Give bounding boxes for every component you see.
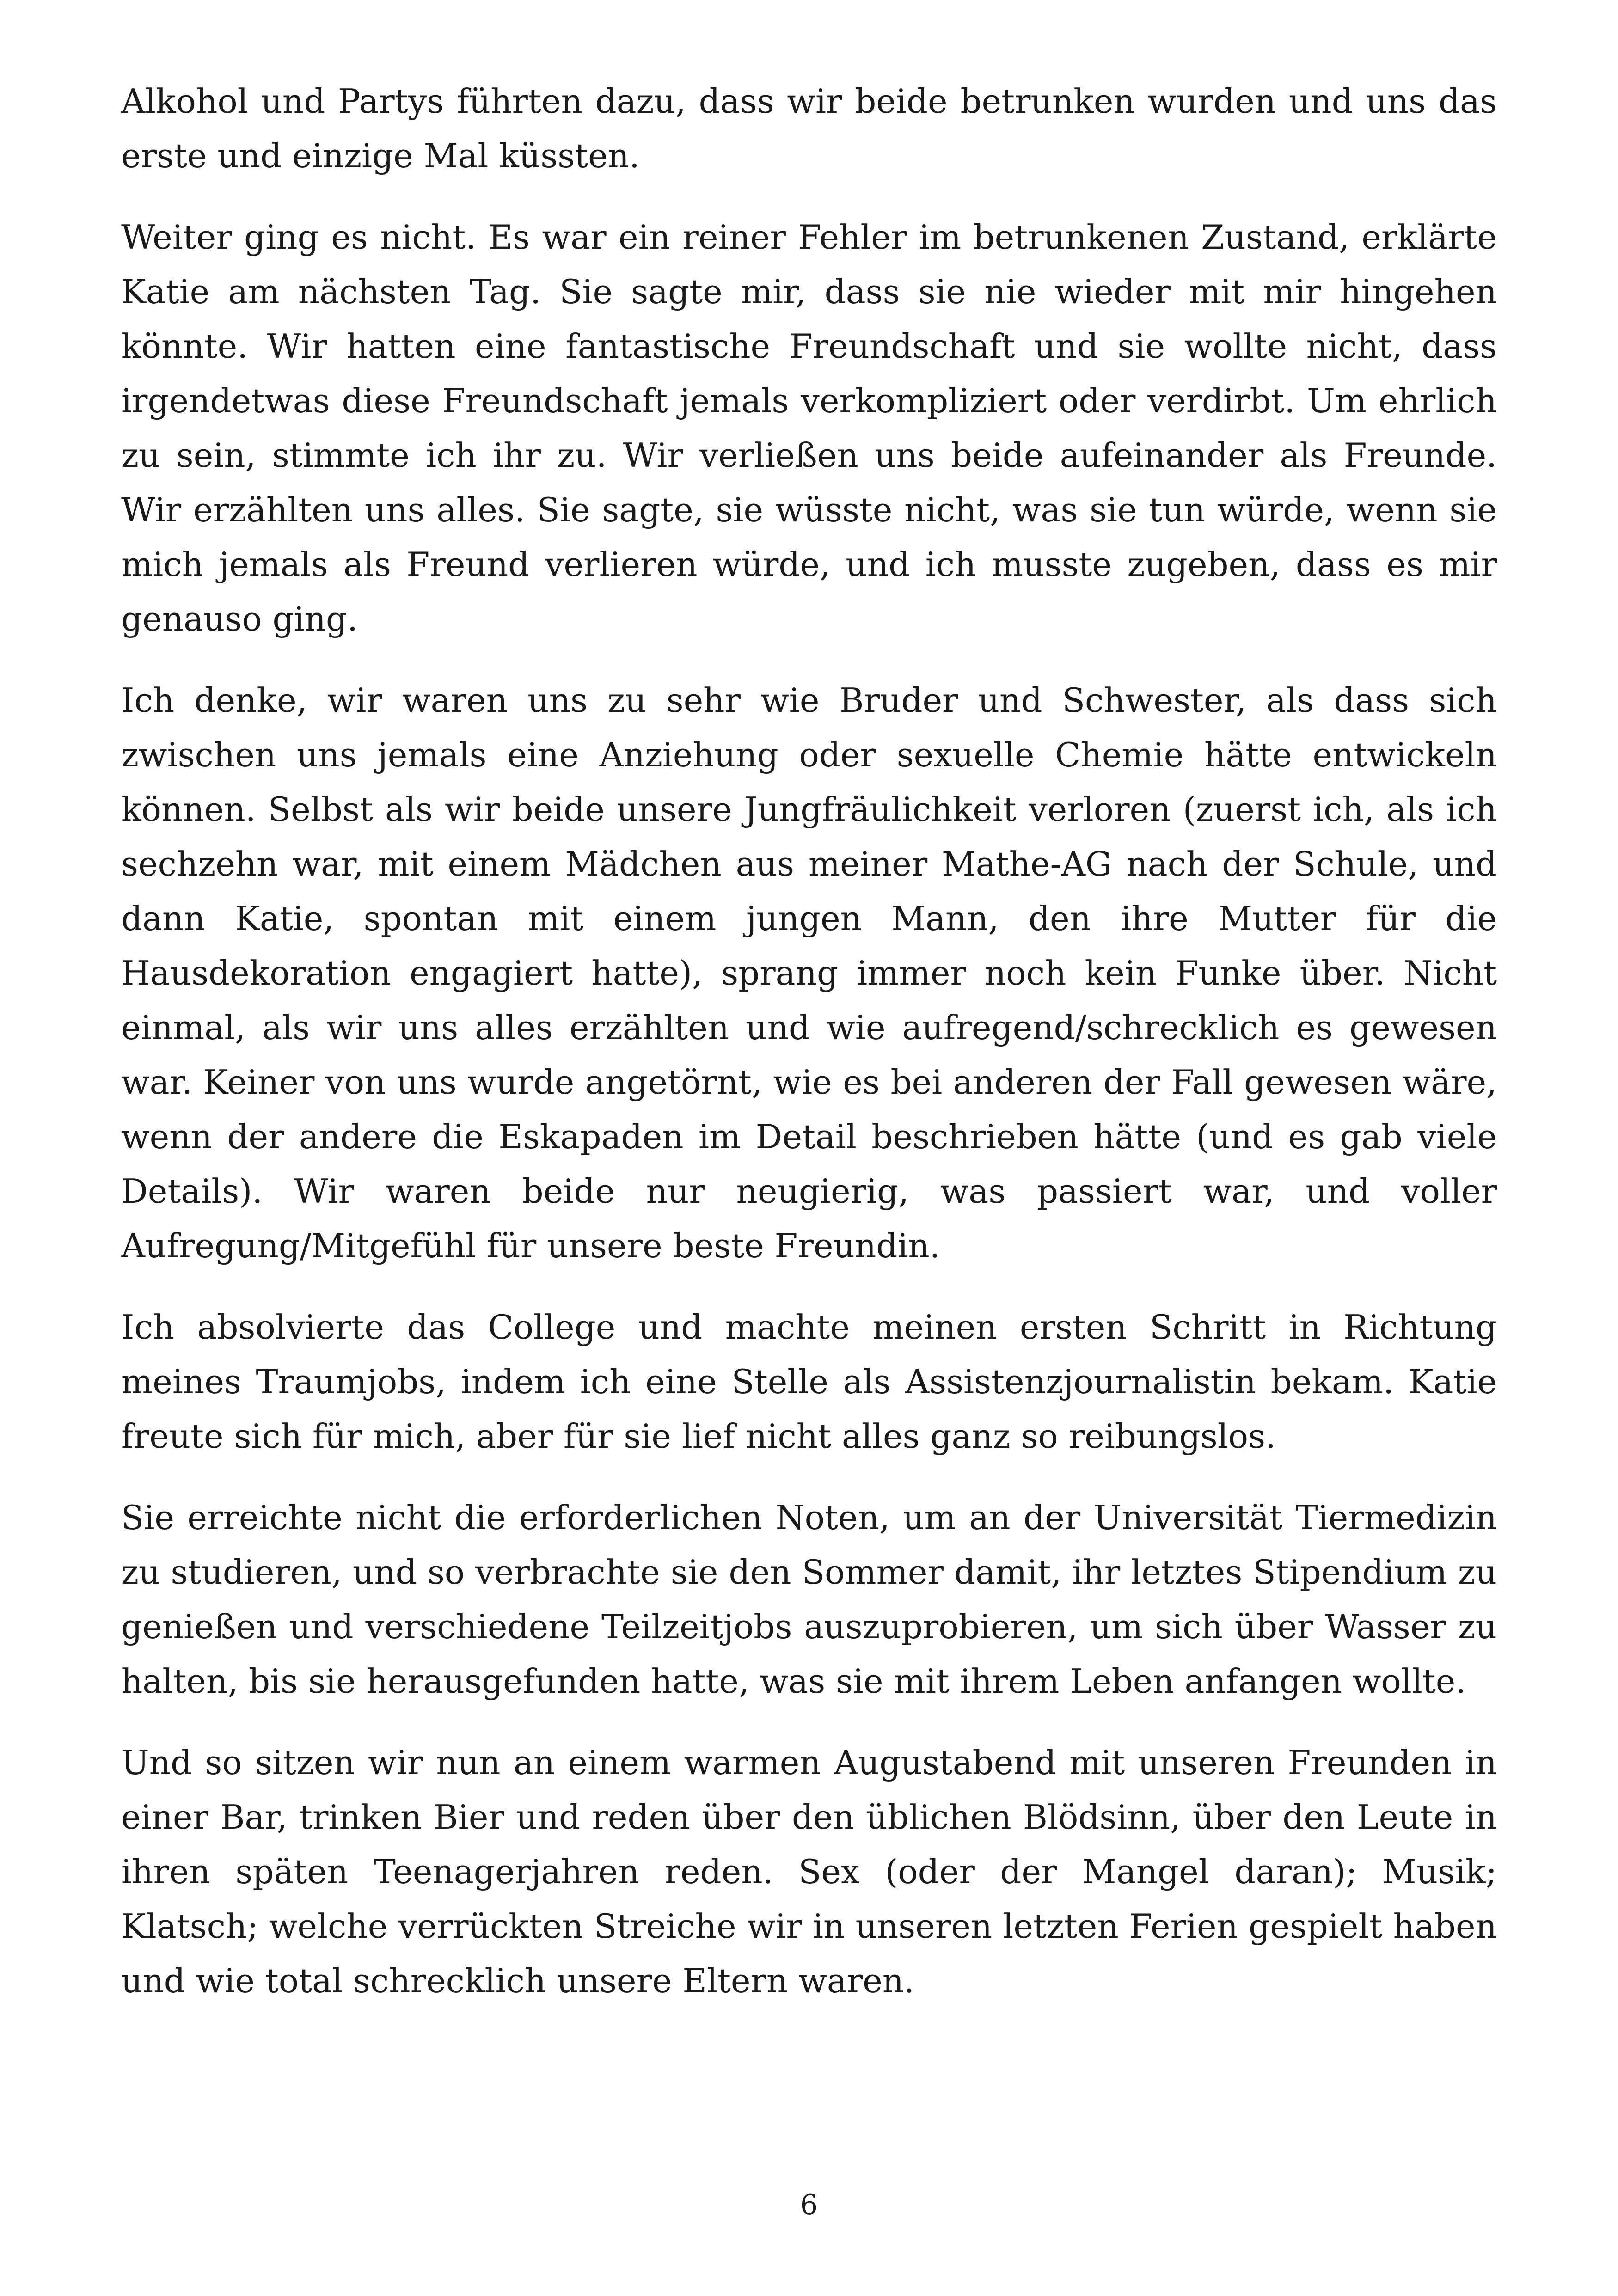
paragraph: Alkohol und Partys führten dazu, dass wir beide betrunken wurden und uns das erste und einzige Mal küssten.: [121, 82, 1497, 175]
page-number: 6: [800, 2189, 818, 2221]
paragraph: Und so sitzen wir nun an einem warmen Augustabend mit unseren Freunden in einer Bar, trinken Bier und reden über den üblichen Blödsinn, über den Leute in ihren späten Teenagerjahren reden. Sex (oder der Mangel daran); Musik; Klatsch; welche verrückten Streiche wir in unseren letzten Ferien gespielt haben und wie total schrecklich unsere Eltern waren.: [121, 1743, 1497, 2000]
paragraph: Sie erreichte nicht die erforderlichen Noten, um an der Universität Tiermedizin zu studieren, und so verbrachte sie den Sommer damit, ihr letztes Stipendium zu genießen und verschiedene Teilzeitjobs auszuprobieren, um sich über Wasser zu halten, bis sie herausgefunden hatte, was sie mit ihrem Leben anfangen wollte.: [121, 1498, 1497, 1701]
body-text: [121, 74, 1497, 2035]
paragraph: Ich denke, wir waren uns zu sehr wie Bruder und Schwester, als dass sich zwischen uns jemals eine Anziehung oder sexuelle Chemie hätte entwickeln können. Selbst als wir beide unsere Jungfräulichkeit verloren (zuerst ich, als ich sechzehn war, mit einem Mädchen aus meiner Mathe-AG nach der Schule, und dann Katie, spontan mit einem jungen Mann, den ihre Mutter für die Hausdekoration engagiert hatte), sprang immer noch kein Funke über. Nicht einmal, als wir uns alles erzählten und wie aufregend/schrecklich es gewesen war. Keiner von uns wurde angetörnt, wie es bei anderen der Fall gewesen wäre, wenn der andere die Eskapaden im Detail beschrieben hätte (und es gab viele Details). Wir waren beide nur neugierig, was passiert war, und voller Aufregung/Mitgefühl für unsere beste Freundin.: [121, 681, 1497, 1265]
paragraph: Weiter ging es nicht. Es war ein reiner Fehler im betrunkenen Zustand, erklärte Katie am nächsten Tag. Sie sagte mir, dass sie nie wieder mit mir hingehen könnte. Wir hatten eine fantastische Freundschaft und sie wollte nicht, dass irgendetwas diese Freundschaft jemals verkompliziert oder verdirbt. Um ehrlich zu sein, stimmte ich ihr zu. Wir verließen uns beide aufeinander als Freunde. Wir erzählten uns alles. Sie sagte, sie wüsste nicht, was sie tun würde, wenn sie mich jemals als Freund verlieren würde, und ich musste zugeben, dass es mir genauso ging.: [121, 218, 1497, 638]
paragraph: Ich absolvierte das College und machte meinen ersten Schritt in Richtung meines Traumjobs, indem ich eine Stelle als Assistenzjournalistin bekam. Katie freute sich für mich, aber für sie lief nicht alles ganz so reibungslos.: [121, 1308, 1497, 1456]
